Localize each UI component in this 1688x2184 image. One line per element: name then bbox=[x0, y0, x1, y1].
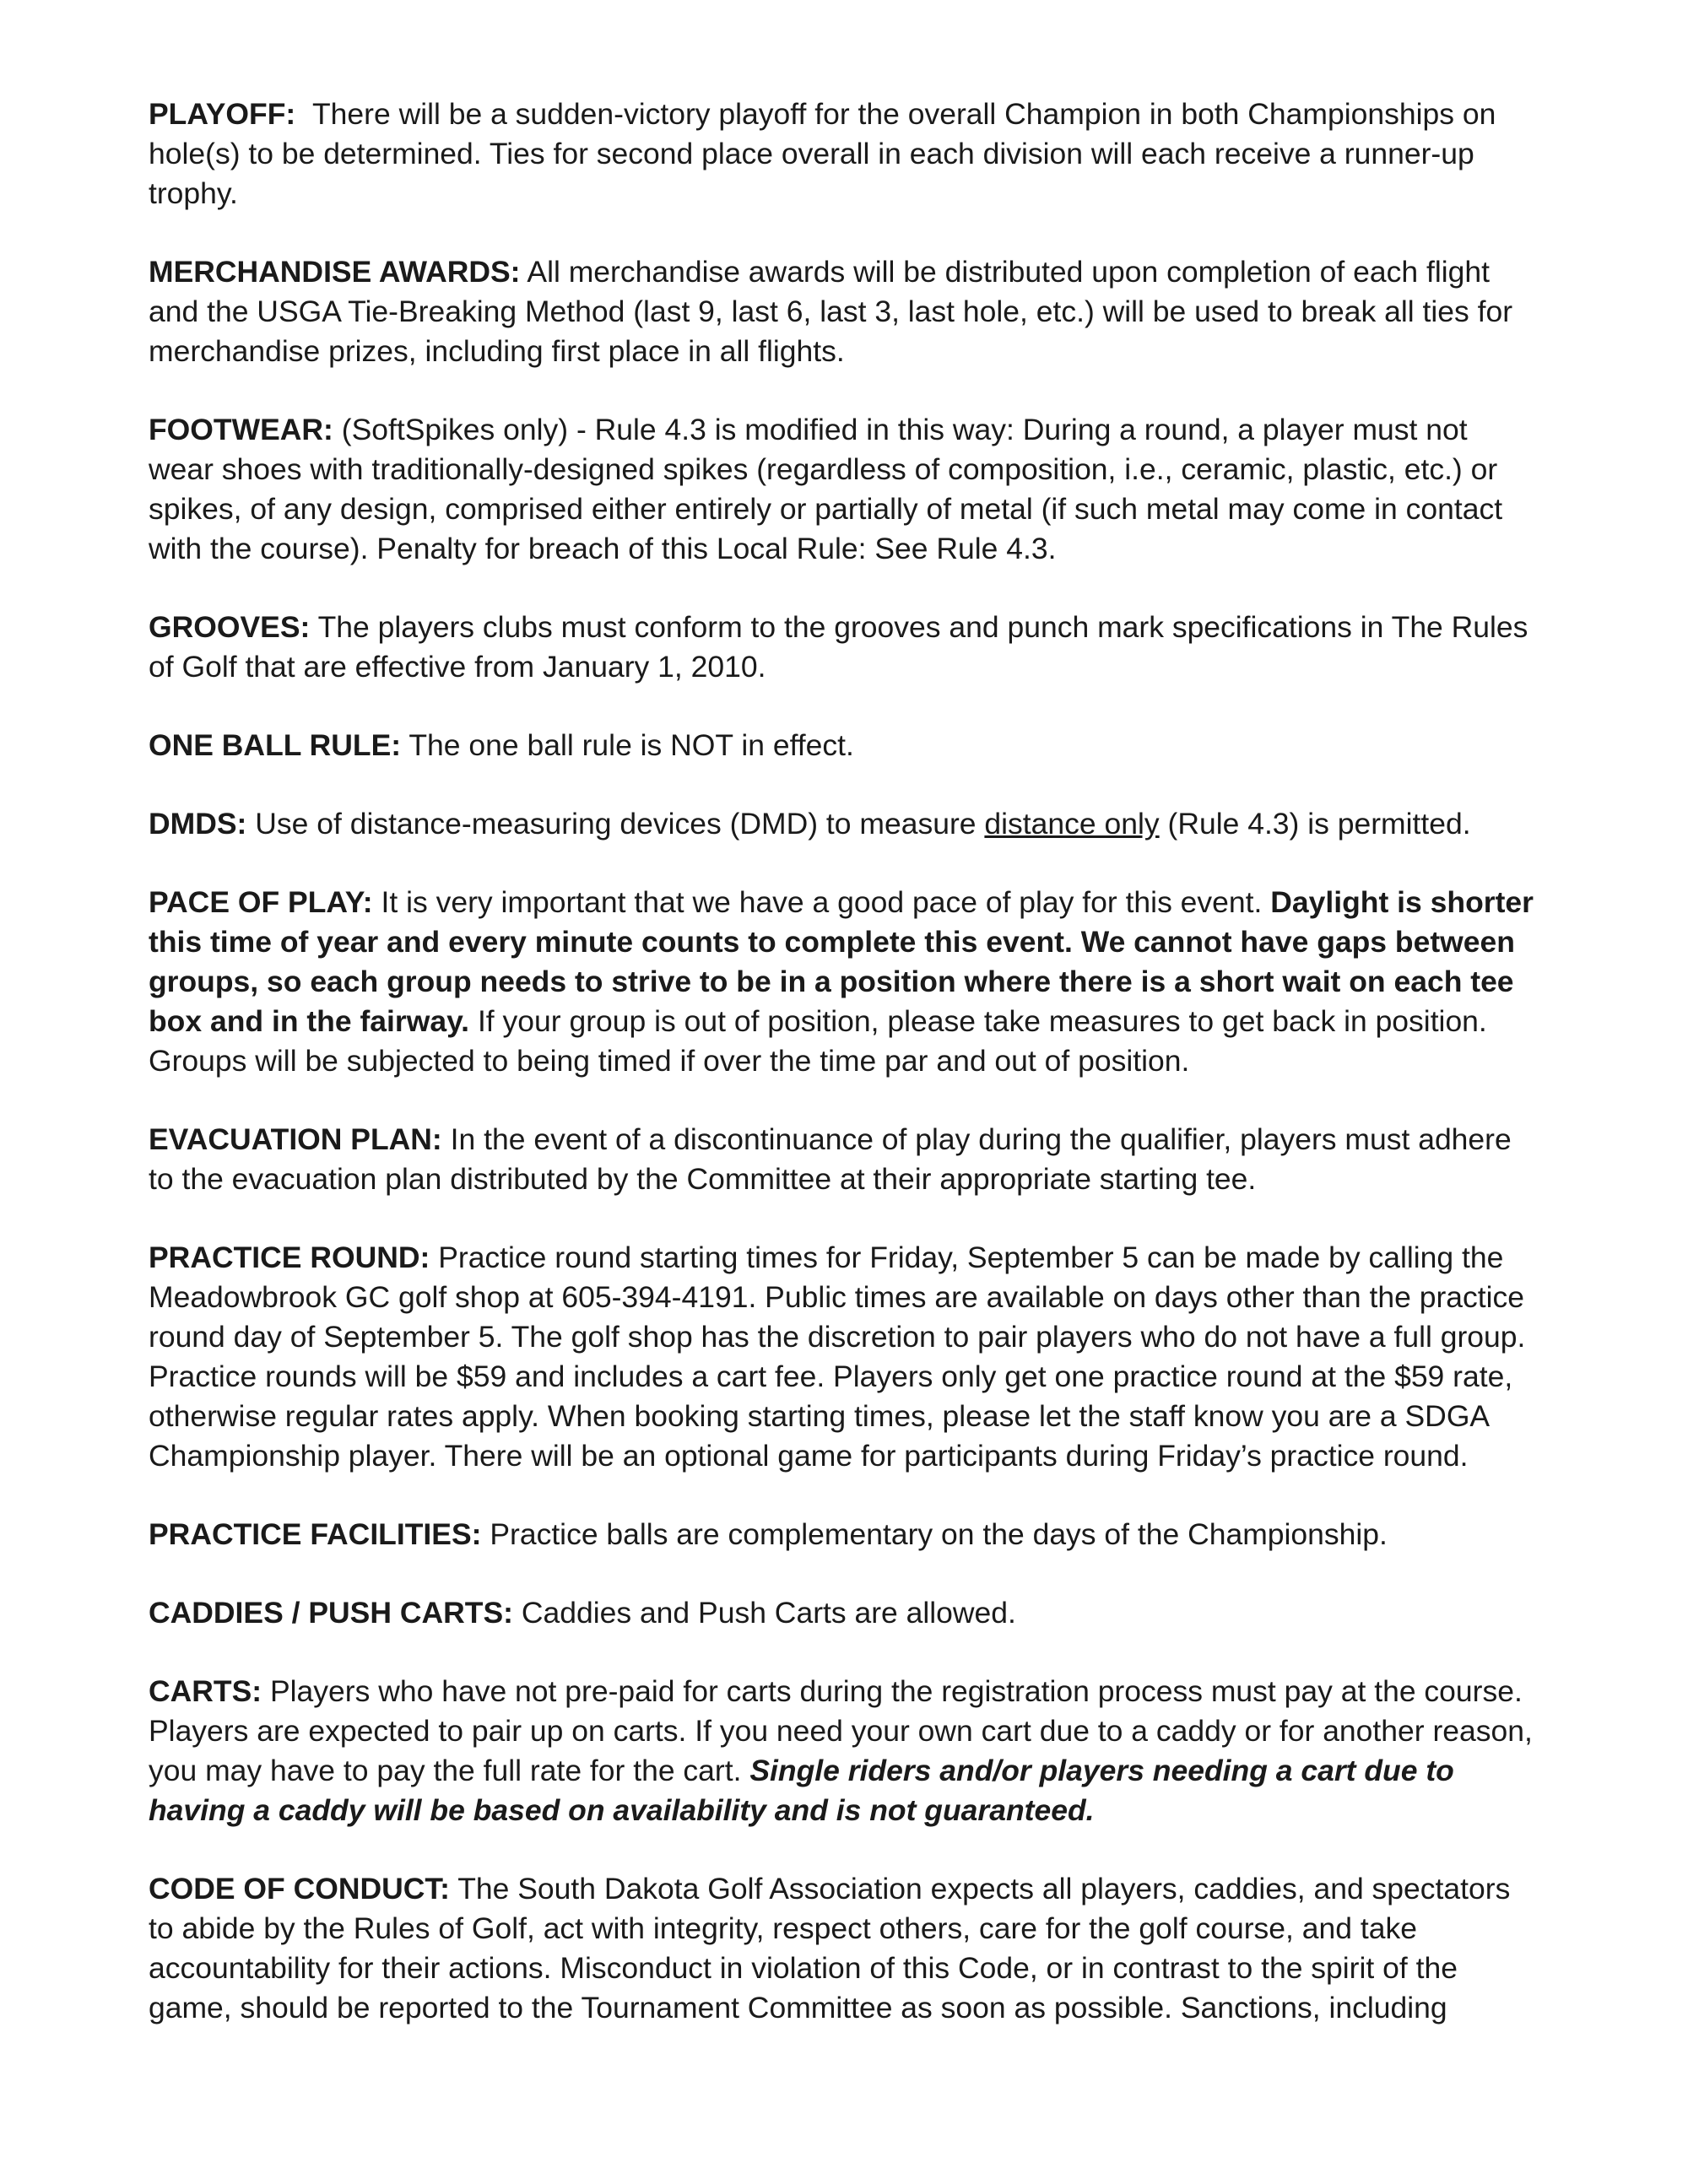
section-grooves bbox=[149, 608, 1539, 687]
section-carts bbox=[149, 1672, 1539, 1830]
section-text: (Rule 4.3) is permitted. bbox=[1167, 807, 1471, 841]
section-label: ONE BALL RULE: bbox=[149, 728, 402, 762]
section-text: (SoftSpikes only) - Rule 4.3 is modified in this way: During a round, a player must not wear shoes with traditionally-designed spikes (regardless of composition, i.e., ceramic, plastic, etc.) or spikes, of any design, comprised either entirely or partially of metal (if such metal may come in contact with the course). Penalty for breach of this Local Rule: See Rule 4.3. bbox=[149, 413, 1503, 565]
section-label: CARTS: bbox=[149, 1674, 262, 1708]
section-evacuation-plan bbox=[149, 1120, 1539, 1199]
section-label: CODE OF CONDUCT: bbox=[149, 1872, 450, 1906]
section-label: CADDIES / PUSH CARTS: bbox=[149, 1596, 513, 1630]
section-code-of-conduct bbox=[149, 1869, 1539, 2028]
section-footwear bbox=[149, 410, 1539, 569]
section-one-ball-rule bbox=[149, 726, 1539, 765]
section-label: PRACTICE ROUND: bbox=[149, 1241, 430, 1274]
section-text: Practice balls are complementary on the days of the Championship. bbox=[490, 1517, 1388, 1551]
section-text: Caddies and Push Carts are allowed. bbox=[521, 1596, 1016, 1630]
section-practice-round bbox=[149, 1238, 1539, 1476]
section-text: In the event of a discontinuance of play during the qualifier, players must adhere to the evacuation plan distributed by the Committee at their appropriate starting tee. bbox=[149, 1122, 1512, 1196]
section-text: Use of distance-measuring devices (DMD) to measure bbox=[255, 807, 977, 841]
section-label: EVACUATION PLAN: bbox=[149, 1122, 442, 1156]
section-text: There will be a sudden-victory playoff for the overall Champion in both Championships on hole(s) to be determined. Ties for second place overall in each division will each receive a runner-up trophy. bbox=[149, 97, 1496, 210]
section-practice-facilities bbox=[149, 1515, 1539, 1554]
section-text: Players who have not pre-paid for carts during the registration process must pay at the course. Players are expected to pair up on carts. If you need your own cart due to a caddy or for another reason, you may have to pay the full rate for the cart. bbox=[149, 1674, 1533, 1787]
section-text: The one ball rule is NOT in effect. bbox=[408, 728, 854, 762]
section-text: The South Dakota Golf Association expects all players, caddies, and spectators to abide by the Rules of Golf, act with integrity, respect others, care for the golf course, and take accountability for their actions. Misconduct in violation of this Code, or in contrast to the spirit of the game, should be reported to the Tournament Committee as soon as possible. Sanctions, including bbox=[149, 1872, 1511, 2025]
section-label: PLAYOFF: bbox=[149, 97, 296, 131]
section-merchandise-awards bbox=[149, 252, 1539, 371]
section-dmds bbox=[149, 804, 1539, 844]
section-caddies-push-carts bbox=[149, 1593, 1539, 1633]
section-playoff bbox=[149, 95, 1539, 214]
underlined-text: distance only bbox=[984, 807, 1160, 841]
bold-text: Daylight is shorter this time of year and every minute counts to complete this event. We cannot have gaps between groups, so each group needs to strive to be in a position where there is a short wait on each tee box and in the fairway. bbox=[149, 885, 1534, 1038]
document-page bbox=[149, 95, 1539, 2067]
section-label: MERCHANDISE AWARDS: bbox=[149, 255, 521, 289]
section-text: If your group is out of position, please take measures to get back in position. Groups will be subjected to being timed if over the time par and out of position. bbox=[149, 1004, 1487, 1078]
section-text: It is very important that we have a good pace of play for this event. bbox=[381, 885, 1263, 919]
bold-italic-text: Single riders and/or players needing a cart due to having a caddy will be based on availability and is not guaranteed. bbox=[149, 1754, 1454, 1827]
section-label: PACE OF PLAY: bbox=[149, 885, 373, 919]
section-pace-of-play bbox=[149, 883, 1539, 1081]
section-text: The players clubs must conform to the grooves and punch mark specifications in The Rules of Golf that are effective from January 1, 2010. bbox=[149, 610, 1528, 684]
section-label: GROOVES: bbox=[149, 610, 311, 644]
section-label: PRACTICE FACILITIES: bbox=[149, 1517, 482, 1551]
section-text: Practice round starting times for Friday, September 5 can be made by calling the Meadowbrook GC golf shop at 605-394-4191. Public times are available on days other than the practice round day of September 5. The golf shop has the discretion to pair players who do not have a full group. Practice rounds will be $59 and includes a cart fee. Players only get one practice round at the $59 rate, otherwise regular rates apply. When booking starting times, please let the staff know you are a SDGA Championship player. There will be an optional game for participants during Friday’s practice round. bbox=[149, 1241, 1526, 1473]
section-label: FOOTWEAR: bbox=[149, 413, 333, 446]
section-label: DMDS: bbox=[149, 807, 247, 841]
section-text: All merchandise awards will be distributed upon completion of each flight and the USGA Tie-Breaking Method (last 9, last 6, last 3, last hole, etc.) will be used to break all ties for merchandise prizes, including first place in all flights. bbox=[149, 255, 1513, 368]
